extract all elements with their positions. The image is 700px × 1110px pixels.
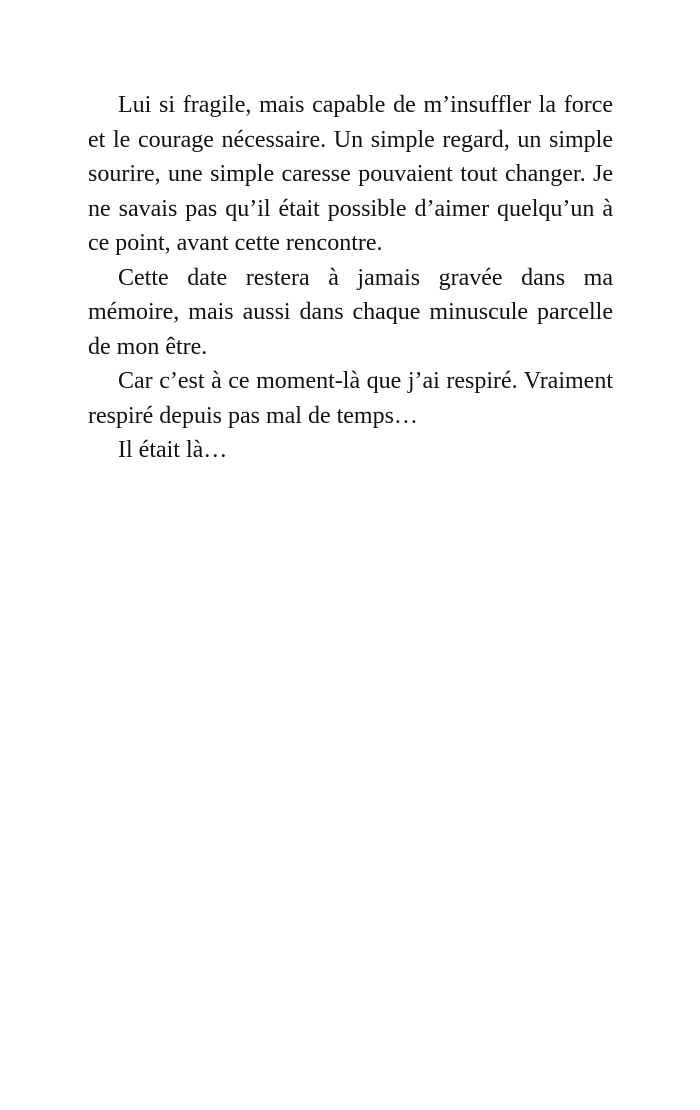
paragraph-3: Car c’est à ce moment-là que j’ai respiré. Vraiment respiré depuis pas mal de temps… bbox=[88, 368, 613, 429]
paragraph-1: Lui si fragile, mais capable de m’insuffler la force et le courage nécessaire. Un simple regard, un simple sourire, une simple caresse pouvaient tout changer. Je ne savais pas qu’il était possible d’aimer quelqu’un à ce point, avant cette rencontre. bbox=[88, 92, 613, 256]
paragraph-4: Il était là… bbox=[118, 437, 228, 463]
paragraph-2: Cette date restera à jamais gravée dans ma mémoire, mais aussi dans chaque minuscule parcelle de mon être. bbox=[88, 264, 613, 360]
book-page bbox=[88, 88, 613, 468]
